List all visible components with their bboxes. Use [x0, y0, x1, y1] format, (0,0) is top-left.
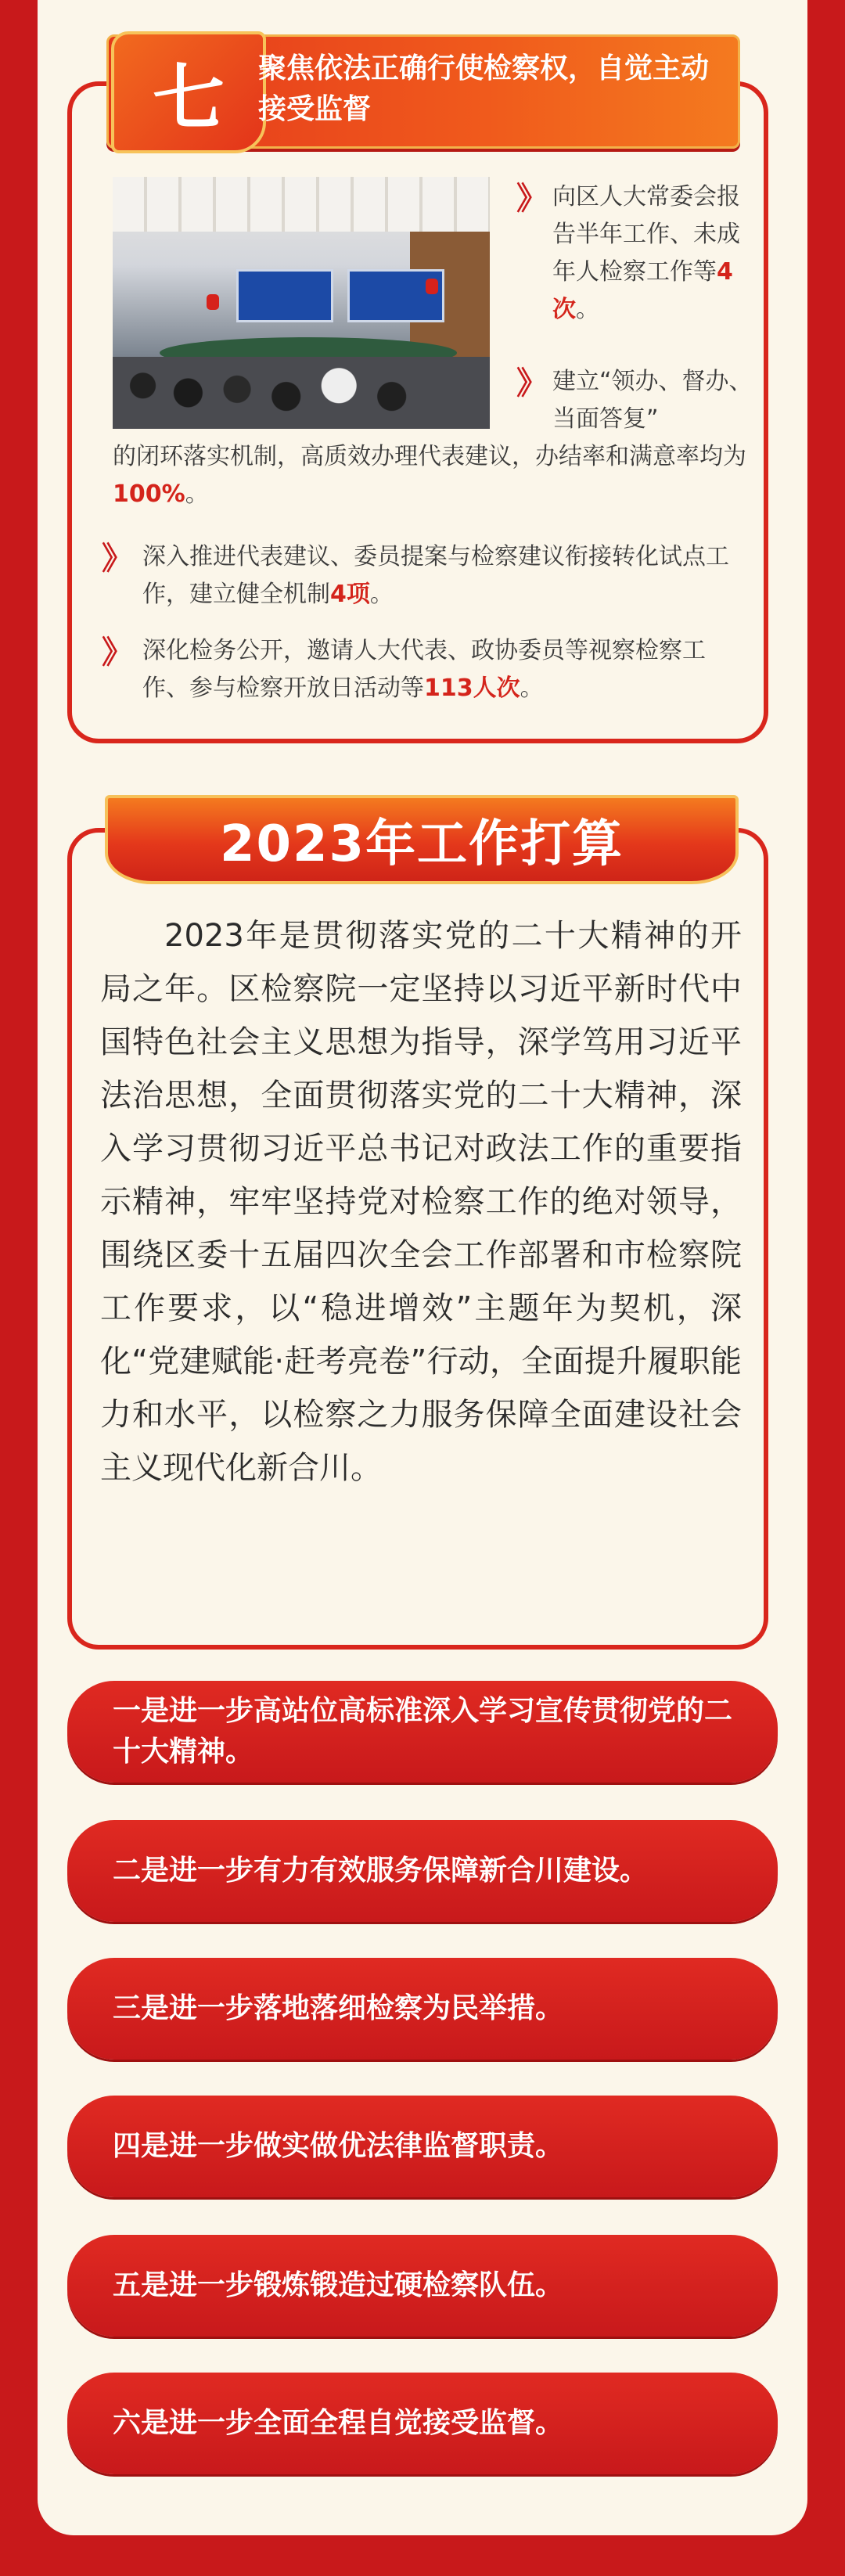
section7-number: 七	[111, 31, 266, 153]
meeting-photo	[113, 177, 490, 429]
section7-title: 聚焦依法正确行使检察权，自觉主动接受监督	[258, 52, 710, 125]
section7-item-4: 深化检务公开，邀请人大代表、政协委员等视察检察工作、参与检察开放日活动等113人次。	[142, 637, 706, 702]
goal-item-4: 四是进一步做实做优法律监督职责。	[67, 2096, 778, 2197]
goal-item-6: 六是进一步全面全程自觉接受监督。	[67, 2373, 778, 2474]
chevron-bullet-icon: 》	[102, 635, 133, 671]
section7-item-1: 向区人大常委会报告半年工作、未成年人检察工作等4次。	[552, 183, 740, 323]
chevron-bullet-icon: 》	[516, 181, 548, 217]
section7-item-3: 深入推进代表建议、委员提案与检察建议衔接转化试点工作，建立健全机制4项。	[142, 543, 729, 608]
goal-item-5: 五是进一步锻炼锻造过硬检察队伍。	[67, 2235, 778, 2337]
plan-body: 2023年是贯彻落实党的二十大精神的开局之年。区检察院一定坚持以习近平新时代中国特色社会主义思想为指导，深学笃用习近平法治思想，全面贯彻落实党的二十大精神，深入学习贯彻习近平总书记对政法工作的重要指示精神，牢牢坚持党对检察工作的绝对领导，围绕区委十五届四次全会工作部署和市检察院工作要求，以“稳进增效”主题年为契机，深化“党建赋能·赶考亮卷”行动，全面提升履职能力和水平，以检察之力服务保障全面建设社会主义现代化新合川。	[100, 918, 742, 1486]
chevron-bullet-icon: 》	[516, 365, 548, 401]
section7-item-2-line-a: 建立“领办、督办、当面答复”	[552, 368, 753, 433]
goal-item-3: 三是进一步落地落细检察为民举措。	[67, 1958, 778, 2060]
goal-item-1: 一是进一步高站位高标准深入学习宣传贯彻党的二十大精神。	[67, 1681, 778, 1783]
section7-item-2: 的闭环落实机制，高质效办理代表建议，办结率和满意率均为100%。	[113, 443, 746, 508]
goal-item-2: 二是进一步有力有效服务保障新合川建设。	[67, 1820, 778, 1922]
plan-title: 2023年工作打算	[105, 795, 739, 884]
chevron-bullet-icon: 》	[102, 541, 133, 577]
